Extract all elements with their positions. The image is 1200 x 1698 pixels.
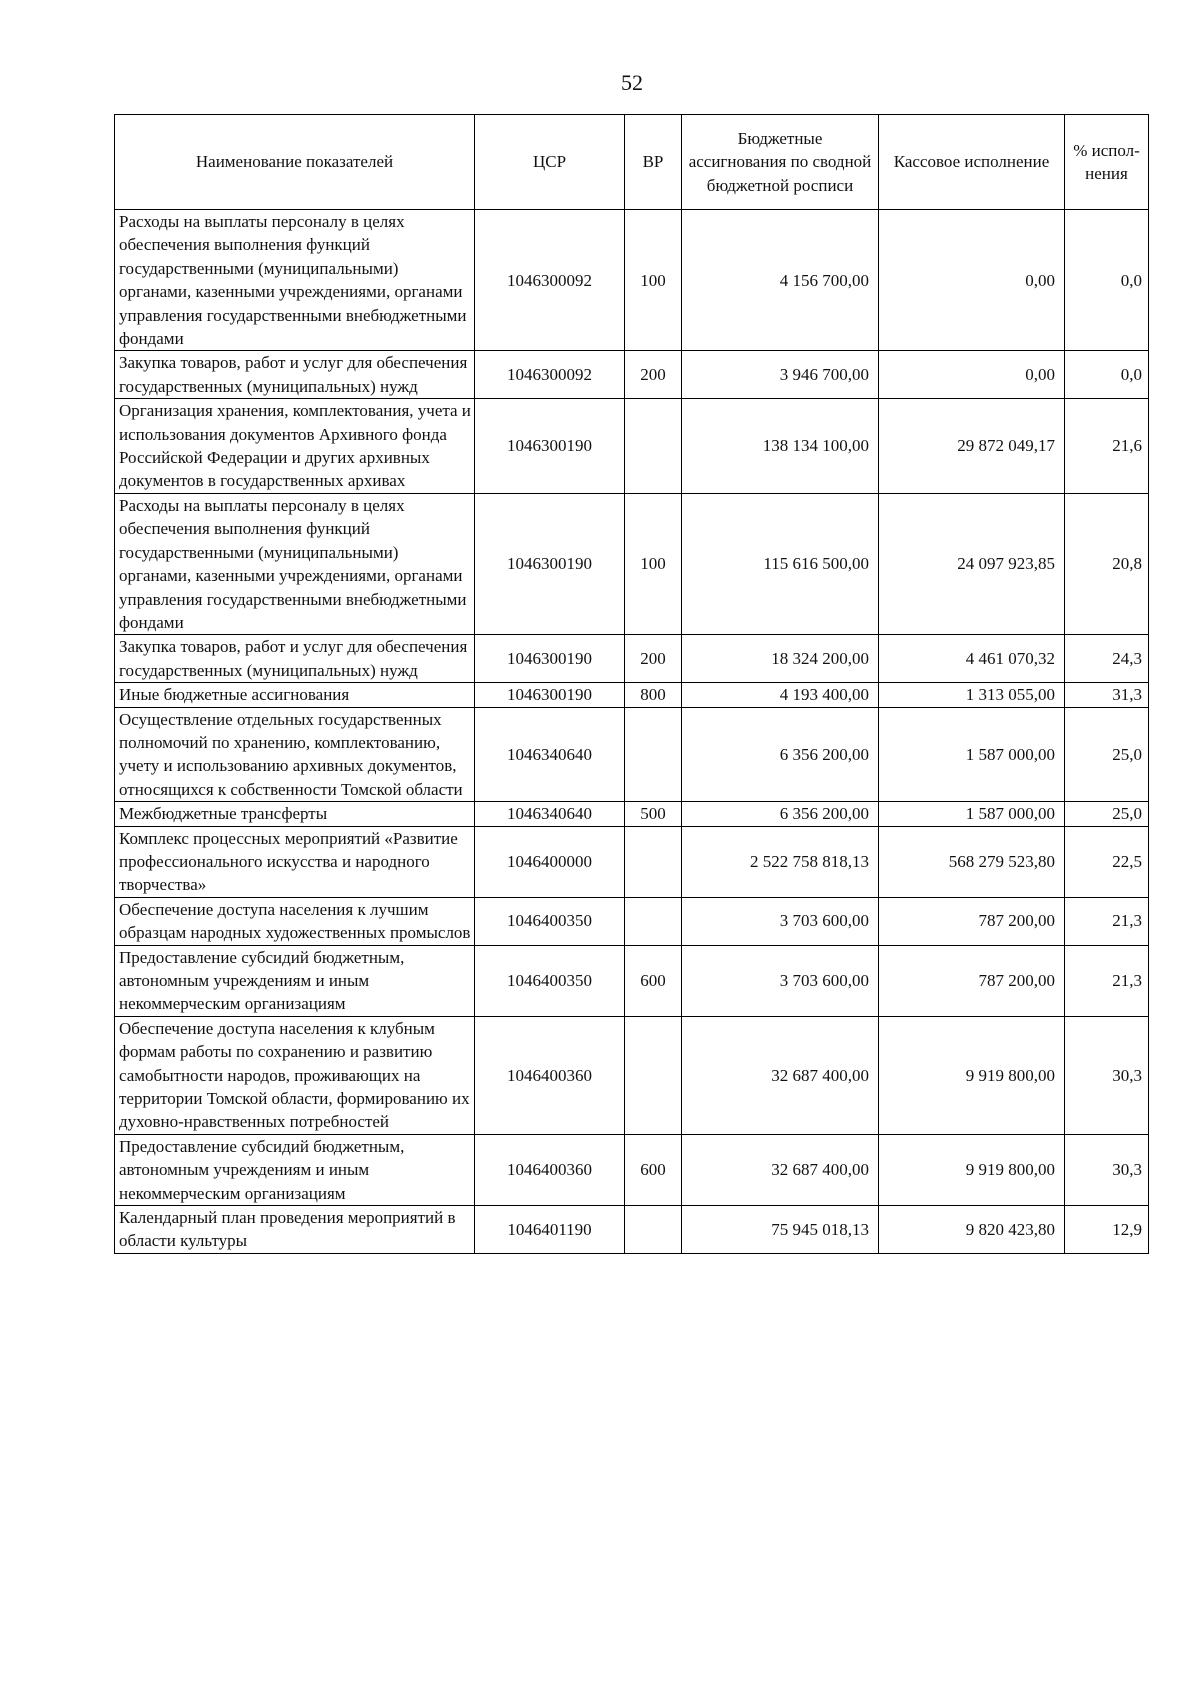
cell-csr: 1046340640 <box>475 707 625 802</box>
cell-csr: 1046300190 <box>475 683 625 707</box>
table-row <box>115 945 1149 1016</box>
header-budget: Бюджетные ассигнования по сводной бюджетной росписи <box>682 115 879 210</box>
cell-budget: 32 687 400,00 <box>682 1134 879 1205</box>
header-cash: Кассовое исполнение <box>879 115 1065 210</box>
cell-vr <box>625 399 682 494</box>
cell-percent: 21,6 <box>1065 399 1149 494</box>
cell-cash: 1 313 055,00 <box>879 683 1065 707</box>
cell-vr: 100 <box>625 493 682 634</box>
cell-budget: 2 522 758 818,13 <box>682 826 879 897</box>
cell-budget: 4 193 400,00 <box>682 683 879 707</box>
cell-csr: 1046300092 <box>475 351 625 399</box>
cell-name: Межбюджетные трансферты <box>115 802 475 826</box>
cell-vr <box>625 897 682 945</box>
cell-vr: 800 <box>625 683 682 707</box>
header-csr: ЦСР <box>475 115 625 210</box>
cell-csr: 1046400350 <box>475 897 625 945</box>
cell-csr: 1046400350 <box>475 945 625 1016</box>
table-row <box>115 802 1149 826</box>
table-row <box>115 635 1149 683</box>
cell-percent: 21,3 <box>1065 945 1149 1016</box>
cell-csr: 1046300190 <box>475 635 625 683</box>
cell-cash: 24 097 923,85 <box>879 493 1065 634</box>
table-row <box>115 826 1149 897</box>
table-row <box>115 351 1149 399</box>
cell-budget: 3 703 600,00 <box>682 945 879 1016</box>
cell-percent: 30,3 <box>1065 1134 1149 1205</box>
cell-percent: 0,0 <box>1065 351 1149 399</box>
cell-percent: 25,0 <box>1065 802 1149 826</box>
cell-percent: 30,3 <box>1065 1016 1149 1134</box>
table-row <box>115 1134 1149 1205</box>
cell-cash: 9 919 800,00 <box>879 1134 1065 1205</box>
table-row <box>115 493 1149 634</box>
cell-csr: 1046300190 <box>475 399 625 494</box>
cell-name: Закупка товаров, работ и услуг для обеспечения государственных (муниципальных) нужд <box>115 351 475 399</box>
cell-vr: 600 <box>625 1134 682 1205</box>
cell-vr: 200 <box>625 351 682 399</box>
cell-percent: 25,0 <box>1065 707 1149 802</box>
cell-vr: 200 <box>625 635 682 683</box>
cell-name: Календарный план проведения мероприятий в области культуры <box>115 1206 475 1254</box>
cell-name: Иные бюджетные ассигнования <box>115 683 475 707</box>
cell-csr: 1046401190 <box>475 1206 625 1254</box>
cell-csr: 1046400360 <box>475 1134 625 1205</box>
cell-name: Обеспечение доступа населения к клубным формам работы по сохранению и развитию самобытности народов, проживающих на территории Томской области, формированию их духовно-нравственных потребностей <box>115 1016 475 1134</box>
header-row <box>115 115 1149 210</box>
cell-name: Расходы на выплаты персоналу в целях обеспечения выполнения функций государственными (муниципальными) органами, казенными учреждениями, органами управления государственными внебюджетными фондами <box>115 210 475 351</box>
page-number: 52 <box>621 70 643 95</box>
cell-cash: 787 200,00 <box>879 945 1065 1016</box>
header-vr: ВР <box>625 115 682 210</box>
cell-budget: 115 616 500,00 <box>682 493 879 634</box>
cell-cash: 1 587 000,00 <box>879 802 1065 826</box>
table-row <box>115 399 1149 494</box>
cell-csr: 1046300092 <box>475 210 625 351</box>
cell-cash: 0,00 <box>879 351 1065 399</box>
cell-vr <box>625 1016 682 1134</box>
cell-vr <box>625 826 682 897</box>
cell-budget: 32 687 400,00 <box>682 1016 879 1134</box>
cell-name: Предоставление субсидий бюджетным, автономным учреждениям и иным некоммерческим организациям <box>115 945 475 1016</box>
cell-vr <box>625 707 682 802</box>
cell-budget: 138 134 100,00 <box>682 399 879 494</box>
cell-percent: 24,3 <box>1065 635 1149 683</box>
cell-percent: 12,9 <box>1065 1206 1149 1254</box>
cell-percent: 31,3 <box>1065 683 1149 707</box>
cell-vr: 500 <box>625 802 682 826</box>
cell-budget: 75 945 018,13 <box>682 1206 879 1254</box>
cell-percent: 0,0 <box>1065 210 1149 351</box>
cell-name: Расходы на выплаты персоналу в целях обеспечения выполнения функций государственными (муниципальными) органами, казенными учреждениями, органами управления государственными внебюджетными фондами <box>115 493 475 634</box>
cell-name: Комплекс процессных мероприятий «Развитие профессионального искусства и народного творчества» <box>115 826 475 897</box>
cell-cash: 1 587 000,00 <box>879 707 1065 802</box>
cell-percent: 22,5 <box>1065 826 1149 897</box>
cell-name: Осуществление отдельных государственных полномочий по хранению, комплектованию, учету и использованию архивных документов, относящихся к собственности Томской области <box>115 707 475 802</box>
cell-budget: 6 356 200,00 <box>682 802 879 826</box>
cell-cash: 568 279 523,80 <box>879 826 1065 897</box>
cell-budget: 6 356 200,00 <box>682 707 879 802</box>
cell-csr: 1046400000 <box>475 826 625 897</box>
cell-percent: 20,8 <box>1065 493 1149 634</box>
table-row <box>115 707 1149 802</box>
table-row <box>115 897 1149 945</box>
cell-cash: 29 872 049,17 <box>879 399 1065 494</box>
cell-name: Организация хранения, комплектования, учета и использования документов Архивного фонда Российской Федерации и других архивных документов в государственных архивах <box>115 399 475 494</box>
cell-budget: 4 156 700,00 <box>682 210 879 351</box>
cell-budget: 18 324 200,00 <box>682 635 879 683</box>
table-row <box>115 1206 1149 1254</box>
cell-cash: 0,00 <box>879 210 1065 351</box>
cell-budget: 3 946 700,00 <box>682 351 879 399</box>
cell-csr: 1046300190 <box>475 493 625 634</box>
budget-table <box>114 114 1149 1254</box>
cell-percent: 21,3 <box>1065 897 1149 945</box>
table-row <box>115 1016 1149 1134</box>
cell-name: Обеспечение доступа населения к лучшим образцам народных художественных промыслов <box>115 897 475 945</box>
cell-cash: 4 461 070,32 <box>879 635 1065 683</box>
table-row <box>115 210 1149 351</box>
cell-name: Закупка товаров, работ и услуг для обеспечения государственных (муниципальных) нужд <box>115 635 475 683</box>
cell-name: Предоставление субсидий бюджетным, автономным учреждениям и иным некоммерческим организациям <box>115 1134 475 1205</box>
header-name: Наименование показателей <box>115 115 475 210</box>
table-row <box>115 683 1149 707</box>
cell-cash: 9 820 423,80 <box>879 1206 1065 1254</box>
cell-vr <box>625 1206 682 1254</box>
cell-csr: 1046340640 <box>475 802 625 826</box>
cell-budget: 3 703 600,00 <box>682 897 879 945</box>
cell-csr: 1046400360 <box>475 1016 625 1134</box>
cell-vr: 100 <box>625 210 682 351</box>
cell-vr: 600 <box>625 945 682 1016</box>
cell-cash: 9 919 800,00 <box>879 1016 1065 1134</box>
header-percent: % испол-нения <box>1065 115 1149 210</box>
cell-cash: 787 200,00 <box>879 897 1065 945</box>
